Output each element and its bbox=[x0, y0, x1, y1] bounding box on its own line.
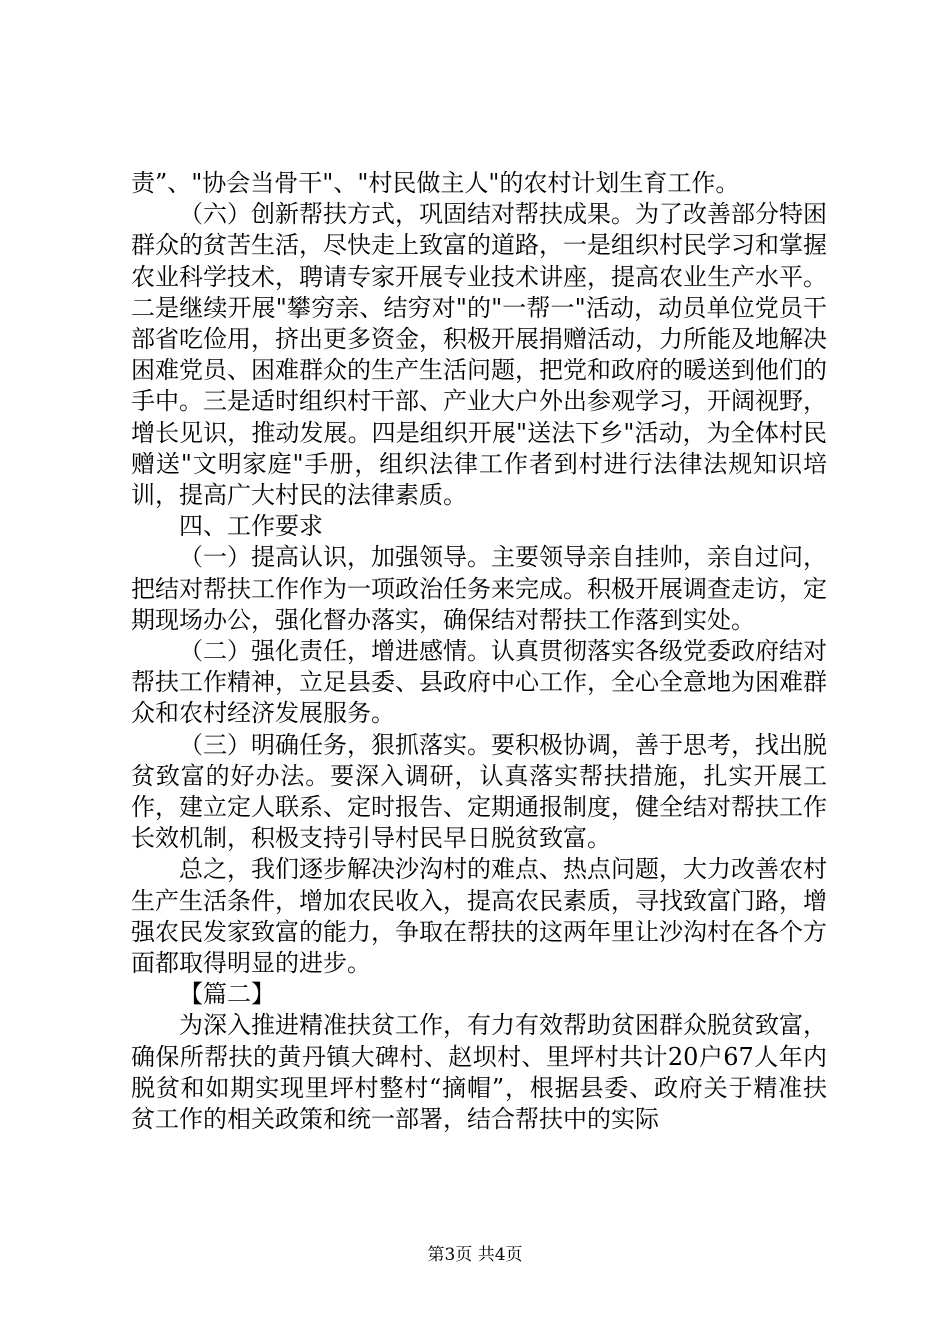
section-heading: 四、工作要求 bbox=[179, 512, 323, 541]
paragraph-1: 责”、"协会当骨干"、"村民做主人"的农村计划生育工作。 bbox=[131, 169, 740, 197]
paragraph-5: （二）强化责任，增进感情。认真贯彻落实各级党委政府结对帮扶工作精神，立足县委、县政府中心工作，全心全意地为困难群众和农村经济发展服务。 bbox=[131, 637, 827, 728]
paragraph-6: （三）明确任务，狠抓落实。要积极协调，善于思考，找出脱贫致富的好办法。要深入调研，认真落实帮扶措施，扎实开展工作，建立定人联系、定时报告、定期通报制度，健全结对帮扶工作长效机制，积极支持引导村民早日脱贫致富。 bbox=[131, 730, 827, 853]
chapter-heading: 【篇二】 bbox=[179, 980, 275, 1009]
paragraph-7: 总之，我们逐步解决沙沟村的难点、热点问题，大力改善农村生产生活条件，增加农民收入，提高农民素质，寻找致富门路，增强农民发家致富的能力，争取在帮扶的这两年里让沙沟村在各个方面都取得明显的进步。 bbox=[131, 855, 827, 978]
paragraph-9: 为深入推进精准扶贫工作，有力有效帮助贫困群众脱贫致富，确保所帮扶的黄丹镇大碑村、赵坝村、里坪村共计20户67人年内脱贫和如期实现里坪村整村“摘帽”，根据县委、政府关于精准扶贫工作的相关政策和统一部署，结合帮扶中的实际 bbox=[131, 1011, 827, 1134]
page-number-footer: 第3页 共4页 bbox=[427, 1245, 523, 1265]
paragraph-4: （一）提高认识，加强领导。主要领导亲自挂帅，亲自过问，把结对帮扶工作作为一项政治任务来完成。积极开展调查走访，定期现场办公，强化督办落实，确保结对帮扶工作落到实处。 bbox=[131, 543, 827, 634]
document-body bbox=[131, 168, 827, 1135]
paragraph-2: （六）创新帮扶方式，巩固结对帮扶成果。为了改善部分特困群众的贫苦生活，尽快走上致富的道路，一是组织村民学习和掌握农业科学技术，聘请专家开展专业技术讲座，提高农业生产水平。二是继续开展"攀穷亲、结穷对"的"一帮一"活动，动员单位党员干部省吃俭用，挤出更多资金，积极开展捐赠活动，力所能及地解决困难党员、困难群众的生产生活问题，把党和政府的暖送到他们的手中。三是适时组织村干部、产业大户外出参观学习，开阔视野，增长见识，推动发展。四是组织开展"送法下乡"活动，为全体村民赠送"文明家庭"手册，组织法律工作者到村进行法律法规知识培训，提高广大村民的法律素质。 bbox=[131, 200, 827, 510]
